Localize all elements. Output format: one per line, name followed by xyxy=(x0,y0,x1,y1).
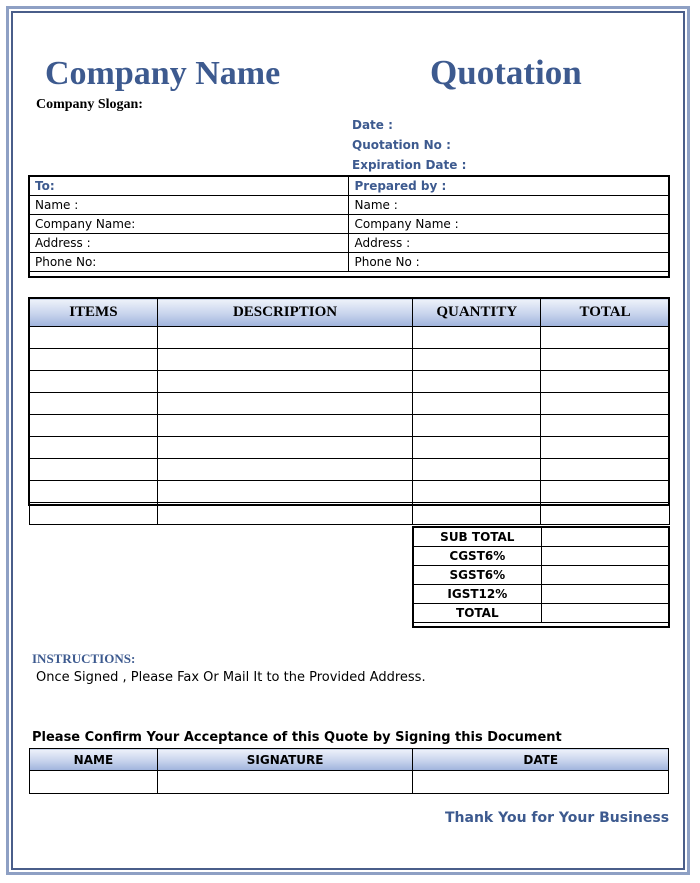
table-row xyxy=(30,437,670,459)
description-cell[interactable] xyxy=(157,481,413,503)
quantity-cell[interactable] xyxy=(413,371,541,393)
quotation-no-label: Quotation No : xyxy=(352,138,451,152)
description-cell[interactable] xyxy=(157,327,413,349)
quantity-cell[interactable] xyxy=(413,437,541,459)
grand-total-label: TOTAL xyxy=(414,604,542,623)
description-cell[interactable] xyxy=(157,393,413,415)
table-row xyxy=(30,393,670,415)
instructions-title: INSTRUCTIONS: xyxy=(32,651,136,666)
sgst-value[interactable] xyxy=(541,566,668,585)
date-label: Date : xyxy=(352,118,393,132)
quantity-cell[interactable] xyxy=(413,459,541,481)
items-table xyxy=(29,298,670,525)
table-row xyxy=(30,349,670,371)
item-cell[interactable] xyxy=(30,393,158,415)
to-address-field[interactable]: Address : xyxy=(30,234,349,253)
items-column-header: ITEMS xyxy=(30,299,158,327)
expiration-date-label: Expiration Date : xyxy=(352,158,467,172)
signature-table xyxy=(29,748,669,794)
quantity-cell[interactable] xyxy=(413,503,541,525)
item-cell[interactable] xyxy=(30,327,158,349)
item-cell[interactable] xyxy=(30,371,158,393)
sign-date-cell[interactable] xyxy=(413,771,669,794)
party-details-table xyxy=(29,176,669,272)
to-phone-field[interactable]: Phone No: xyxy=(30,253,349,272)
total-cell[interactable] xyxy=(541,349,670,371)
company-name: Company Name xyxy=(45,55,281,92)
sgst-label: SGST6% xyxy=(414,566,542,585)
quantity-column-header: QUANTITY xyxy=(413,299,541,327)
total-cell[interactable] xyxy=(541,393,670,415)
item-cell[interactable] xyxy=(30,503,158,525)
document-title: Quotation xyxy=(430,53,582,92)
signer-name-cell[interactable] xyxy=(30,771,158,794)
quantity-cell[interactable] xyxy=(413,481,541,503)
table-row xyxy=(30,371,670,393)
subtotal-label: SUB TOTAL xyxy=(414,528,542,547)
table-row xyxy=(30,503,670,525)
description-cell[interactable] xyxy=(157,415,413,437)
prepared-by-heading: Prepared by : xyxy=(349,177,669,196)
table-row xyxy=(30,415,670,437)
prepared-name-field[interactable]: Name : xyxy=(349,196,669,215)
grand-total-value[interactable] xyxy=(541,604,668,623)
cgst-label: CGST6% xyxy=(414,547,542,566)
table-row xyxy=(30,327,670,349)
description-cell[interactable] xyxy=(157,459,413,481)
table-row xyxy=(30,459,670,481)
total-cell[interactable] xyxy=(541,371,670,393)
item-cell[interactable] xyxy=(30,459,158,481)
quantity-cell[interactable] xyxy=(413,349,541,371)
igst-label: IGST12% xyxy=(414,585,542,604)
total-cell[interactable] xyxy=(541,481,670,503)
igst-value[interactable] xyxy=(541,585,668,604)
prepared-address-field[interactable]: Address : xyxy=(349,234,669,253)
subtotal-value[interactable] xyxy=(541,528,668,547)
company-slogan: Company Slogan: xyxy=(36,97,143,112)
table-row xyxy=(30,771,669,794)
total-cell[interactable] xyxy=(541,503,670,525)
item-cell[interactable] xyxy=(30,437,158,459)
description-cell[interactable] xyxy=(157,349,413,371)
description-cell[interactable] xyxy=(157,371,413,393)
total-cell[interactable] xyxy=(541,437,670,459)
to-heading: To: xyxy=(30,177,349,196)
quantity-cell[interactable] xyxy=(413,415,541,437)
signature-cell[interactable] xyxy=(157,771,413,794)
description-cell[interactable] xyxy=(157,437,413,459)
to-name-field[interactable]: Name : xyxy=(30,196,349,215)
item-cell[interactable] xyxy=(30,415,158,437)
item-cell[interactable] xyxy=(30,349,158,371)
name-column-header: NAME xyxy=(30,749,158,771)
instructions-text: Once Signed , Please Fax Or Mail It to the Provided Address. xyxy=(36,670,426,685)
signature-column-header: SIGNATURE xyxy=(157,749,413,771)
item-cell[interactable] xyxy=(30,481,158,503)
prepared-phone-field[interactable]: Phone No : xyxy=(349,253,669,272)
total-cell[interactable] xyxy=(541,459,670,481)
quantity-cell[interactable] xyxy=(413,393,541,415)
prepared-company-field[interactable]: Company Name : xyxy=(349,215,669,234)
totals-table xyxy=(413,527,669,623)
date-column-header: DATE xyxy=(413,749,669,771)
to-company-field[interactable]: Company Name: xyxy=(30,215,349,234)
cgst-value[interactable] xyxy=(541,547,668,566)
total-cell[interactable] xyxy=(541,327,670,349)
description-cell[interactable] xyxy=(157,503,413,525)
quantity-cell[interactable] xyxy=(413,327,541,349)
total-cell[interactable] xyxy=(541,415,670,437)
thank-you-message: Thank You for Your Business xyxy=(445,810,670,826)
total-column-header: TOTAL xyxy=(541,299,670,327)
description-column-header: DESCRIPTION xyxy=(157,299,413,327)
table-row xyxy=(30,481,670,503)
confirmation-text: Please Confirm Your Acceptance of this Quote by Signing this Document xyxy=(32,730,562,745)
